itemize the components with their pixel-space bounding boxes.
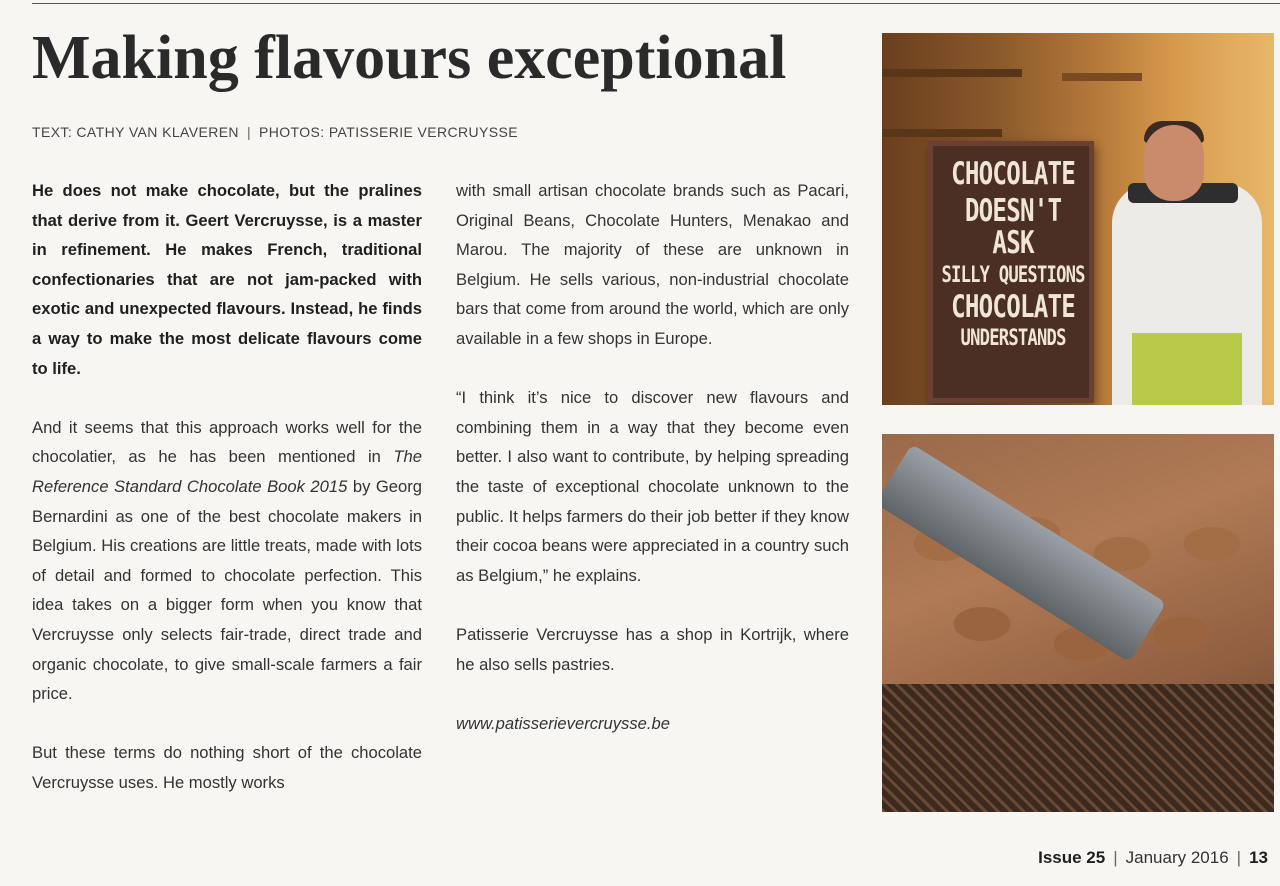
footer-separator: | xyxy=(1236,848,1242,867)
byline xyxy=(32,124,518,140)
left-column xyxy=(32,176,422,827)
paragraph-4: with small artisan chocolate brands such as Pacari, Original Beans, Chocolate Hunters, Menakao and Marou. The majority of these are unknown in Belgium. He sells various, non-industrial chocolate bars that come from around the world, which are only available in a few shops in Europe. xyxy=(456,181,849,348)
byline-text-credit: TEXT: CATHY VAN KLAVEREN xyxy=(32,124,239,140)
sign-line: DOESN'T ASK xyxy=(964,192,1062,262)
paragraph-2 xyxy=(32,413,422,709)
shop-paragraph: Patisserie Vercruysse has a shop in Kortrijk, where he also sells pastries. xyxy=(456,624,849,674)
paragraph-3: But these terms do nothing short of the chocolate Vercruysse uses. He mostly works xyxy=(32,743,422,792)
page-footer xyxy=(1038,848,1268,868)
conveyor-belt xyxy=(882,684,1274,812)
sign-line: SILLY QUESTIONS xyxy=(941,262,1085,288)
sign-line: CHOCOLATE xyxy=(951,288,1076,325)
quote-paragraph: “I think it’s nice to discover new flavours and combining them in a way that they become even better. I also want to contribute, by helping spreading the taste of exceptional chocolate unknown to the public. It helps farmers do their job better if they know their cocoa beans were appreciated in a country such as Belgium,” he explains. xyxy=(456,388,849,585)
paragraph-2-start: And it seems that this approach works well for the chocolatier, as he has been mentioned in xyxy=(32,417,422,467)
paragraph-2-end: by Georg Bernardini as one of the best chocolate makers in Belgium. His creations are little treats, made with lots of detail and formed to chocolate perfection. This idea takes on a bigger form when you know that Vercruysse only selects fair-trade, direct trade and organic chocolate, to give small-scale farmers a fair price. xyxy=(32,476,422,704)
issue-number: Issue 25 xyxy=(1038,848,1106,867)
sign-text xyxy=(939,158,1087,354)
sign-line: UNDERSTANDS xyxy=(960,326,1066,352)
shelf xyxy=(882,69,1022,77)
footer-separator: | xyxy=(1113,848,1118,867)
website-link[interactable]: www.patisserievercruysse.be xyxy=(456,713,670,733)
issue-date: January 2016 xyxy=(1125,848,1229,867)
chef-head xyxy=(1144,125,1204,201)
byline-photo-credit: PHOTOS: PATISSERIE VERCRUYSSE xyxy=(259,124,518,140)
page-number: 13 xyxy=(1249,848,1268,867)
shelf xyxy=(1062,73,1142,81)
pralines-photo xyxy=(882,434,1274,812)
chocolate-sign xyxy=(928,141,1094,403)
lead-paragraph: He does not make chocolate, but the pralines that derive from it. Geert Vercruysse, is a master in refinement. He makes French, traditional confectionaries that are not jam-packed with exotic and unexpected flavours. Instead, he finds a way to make the most delicate flavours come to life. xyxy=(32,181,422,378)
middle-column xyxy=(456,176,849,768)
book-title: The Reference Standard Chocolate Book 2015 xyxy=(32,447,422,496)
chef-apron xyxy=(1132,333,1242,405)
sign-line: CHOCOLATE xyxy=(951,156,1076,192)
top-rule xyxy=(32,3,1280,4)
chef-photo xyxy=(882,33,1274,405)
byline-separator: | xyxy=(246,124,251,140)
shelf xyxy=(882,129,1002,137)
article-title: Making flavours exceptional xyxy=(32,24,787,92)
